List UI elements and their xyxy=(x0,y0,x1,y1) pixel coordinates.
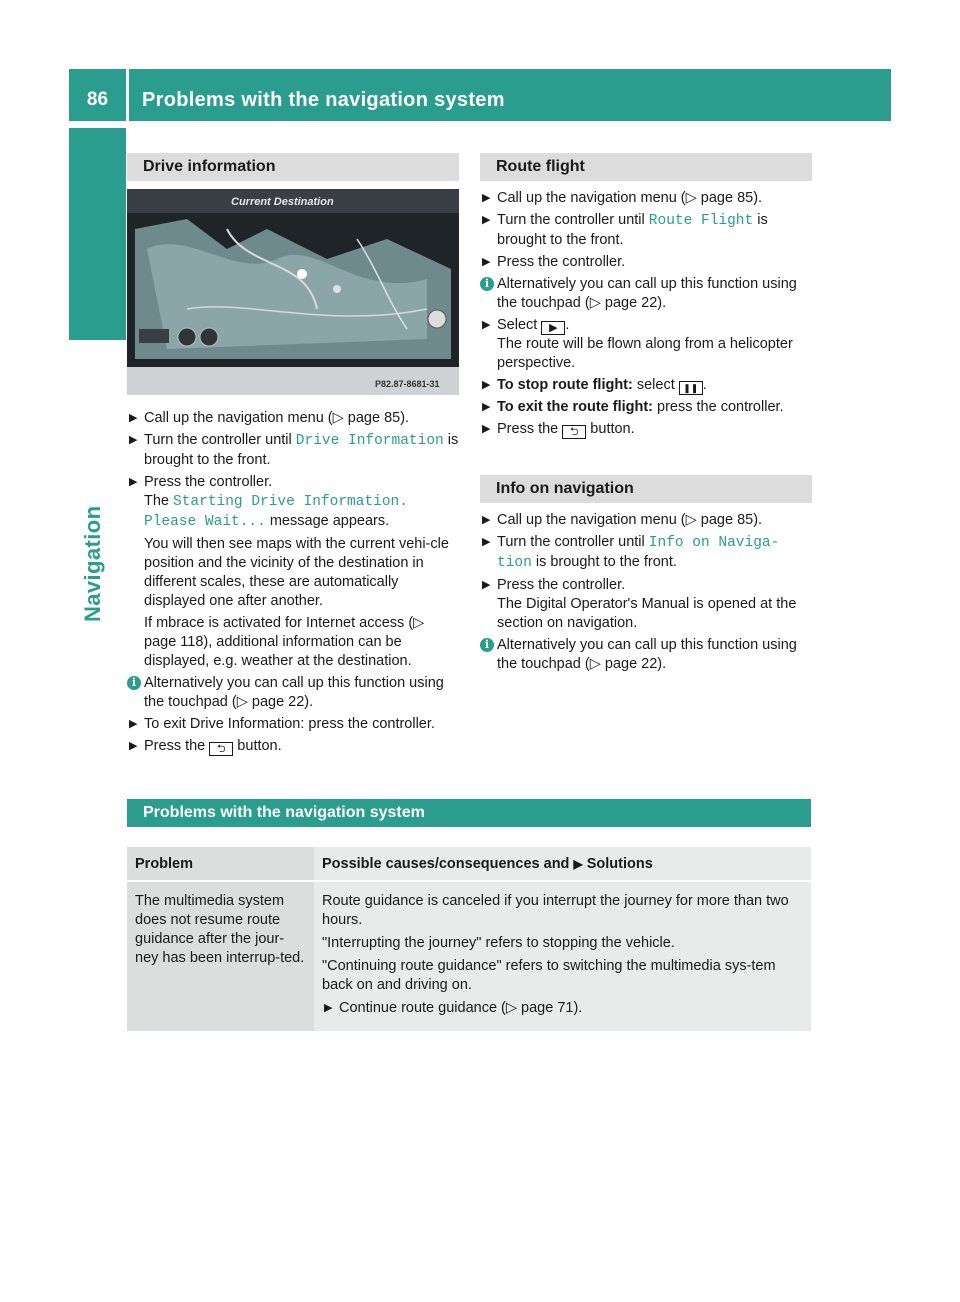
arrow-icon: ▶ xyxy=(129,740,138,752)
arrow-icon: ▶ xyxy=(482,192,491,204)
step-item: ▶ Turn the controller until Drive Information is brought to the front. xyxy=(129,432,459,468)
arrow-icon: ▶ xyxy=(324,1002,333,1014)
problems-heading: Problems with the navigation system xyxy=(127,799,811,827)
info-note: i Alternatively you can call up this function using the touchpad (▷ page 22). xyxy=(127,674,459,712)
route-flight-section xyxy=(480,153,812,677)
back-button-icon: ⮌ xyxy=(562,425,586,439)
arrow-icon: ▶ xyxy=(482,514,491,526)
step-item: ▶ Turn the controller until Route Flight is brought to the front. xyxy=(482,212,768,248)
arrow-icon: ▶ xyxy=(129,476,138,488)
step-item: ▶ Press the controller. The Starting Drive Information. Please Wait... message appears. You will then see maps with the current vehi-cle position and the vicinity of the destination in different scales, these are automatically displayed one after another. If mbrace is activated for Internet access (▷ page 118), additional information can be displayed, e.g. weather at the destination. xyxy=(127,473,459,671)
step-item: ▶ Press the ⮌ button. xyxy=(482,421,635,438)
problem-cell: The multimedia system does not resume route guidance after the jour-ney has been interrup-ted. xyxy=(127,881,314,1031)
step-item: ▶ To stop route flight: select ❚❚ . xyxy=(482,377,707,393)
menu-item-info-on-navigation: Info on Naviga-tion xyxy=(497,535,780,571)
step-item: ▶ To exit Drive Information: press the controller. xyxy=(129,716,435,732)
table-header-row xyxy=(127,847,811,881)
message-starting-drive-information: Starting Drive Information. Please Wait... xyxy=(144,494,408,530)
step-item: ▶ Call up the navigation menu (▷ page 85). xyxy=(129,410,410,426)
step-item: ▶ Select ▶ . The route will be flown along from a helicopter perspective. xyxy=(482,317,793,371)
page-header xyxy=(69,69,891,121)
step-item: ▶ Call up the navigation menu (▷ page 85). xyxy=(482,512,763,528)
chapter-label: Navigation xyxy=(80,505,105,622)
table-row xyxy=(127,881,811,1031)
page-number: 86 xyxy=(86,89,109,110)
navigation-map-image xyxy=(127,189,459,395)
arrow-icon: ▶ xyxy=(482,319,491,331)
map-title: Current Destination xyxy=(231,196,334,208)
solution-cell: Route guidance is canceled if you interrupt the journey for more than two hours. "Interrupting the journey" refers to stopping the vehicle. "Continuing route guidance" refers to switching the multimedia sys-tem back on and driving on. ▶ Continue route guidance (▷ page 71). xyxy=(314,881,811,1031)
problems-table xyxy=(127,847,811,1031)
step-item: ▶ Press the controller. The Digital Operator's Manual is opened at the section on navigation. xyxy=(482,577,797,631)
page-title: Problems with the navigation system xyxy=(142,89,505,111)
arrow-icon: ▶ xyxy=(482,579,491,591)
info-icon: i xyxy=(127,676,141,690)
chapter-sidebar xyxy=(69,128,126,688)
back-button-icon: ⮌ xyxy=(209,742,233,756)
column-header-problem: Problem xyxy=(127,847,314,881)
step-item: ▶ To exit the route flight: press the controller. xyxy=(482,399,784,415)
step-item: ▶ Press the ⮌ button. xyxy=(129,738,282,755)
arrow-icon: ▶ xyxy=(573,857,583,871)
arrow-icon: ▶ xyxy=(482,536,491,548)
arrow-icon: ▶ xyxy=(129,434,138,446)
play-icon: ▶ xyxy=(541,321,565,335)
column-header-solutions: Possible causes/consequences and ▶ Solutions xyxy=(314,847,811,881)
step-item: ▶ Turn the controller until Info on Naviga-tion is brought to the front. xyxy=(482,534,780,571)
pause-icon: ❚❚ xyxy=(679,381,703,395)
header-separator xyxy=(126,69,129,121)
arrow-icon: ▶ xyxy=(482,423,491,435)
route-flight-heading: Route flight xyxy=(480,153,812,181)
paragraph: You will then see maps with the current vehi-cle position and the vicinity of the destination in different scales, these are automatically displayed one after another. xyxy=(144,536,449,609)
arrow-icon: ▶ xyxy=(129,412,138,424)
arrow-icon: ▶ xyxy=(129,718,138,730)
menu-item-route-flight: Route Flight xyxy=(648,213,754,229)
step-item: ▶ Continue route guidance (▷ page 71). xyxy=(324,1000,583,1016)
info-note: i Alternatively you can call up this function using the touchpad (▷ page 22). xyxy=(480,275,812,313)
info-on-navigation-heading: Info on navigation xyxy=(480,475,812,503)
step-item: ▶ Press the controller. xyxy=(482,254,626,270)
drive-information-heading: Drive information xyxy=(127,153,459,181)
chapter-marker xyxy=(69,128,126,340)
map-illustration xyxy=(127,189,459,395)
arrow-icon: ▶ xyxy=(482,256,491,268)
info-icon: i xyxy=(480,277,494,291)
problems-section xyxy=(127,799,811,1031)
step-item: ▶ Call up the navigation menu (▷ page 85). xyxy=(482,190,763,206)
drive-information-section xyxy=(127,153,459,759)
paragraph: If mbrace is activated for Internet access (▷ page 118), additional information can be displayed, e.g. weather at the destination. xyxy=(144,615,425,669)
arrow-icon: ▶ xyxy=(482,401,491,413)
info-icon: i xyxy=(480,638,494,652)
image-code: P82.87-8681-31 xyxy=(375,379,440,389)
arrow-icon: ▶ xyxy=(482,214,491,226)
info-note: i Alternatively you can call up this function using the touchpad (▷ page 22). xyxy=(480,636,812,674)
menu-item-drive-information: Drive Information xyxy=(295,433,444,449)
arrow-icon: ▶ xyxy=(482,379,491,391)
